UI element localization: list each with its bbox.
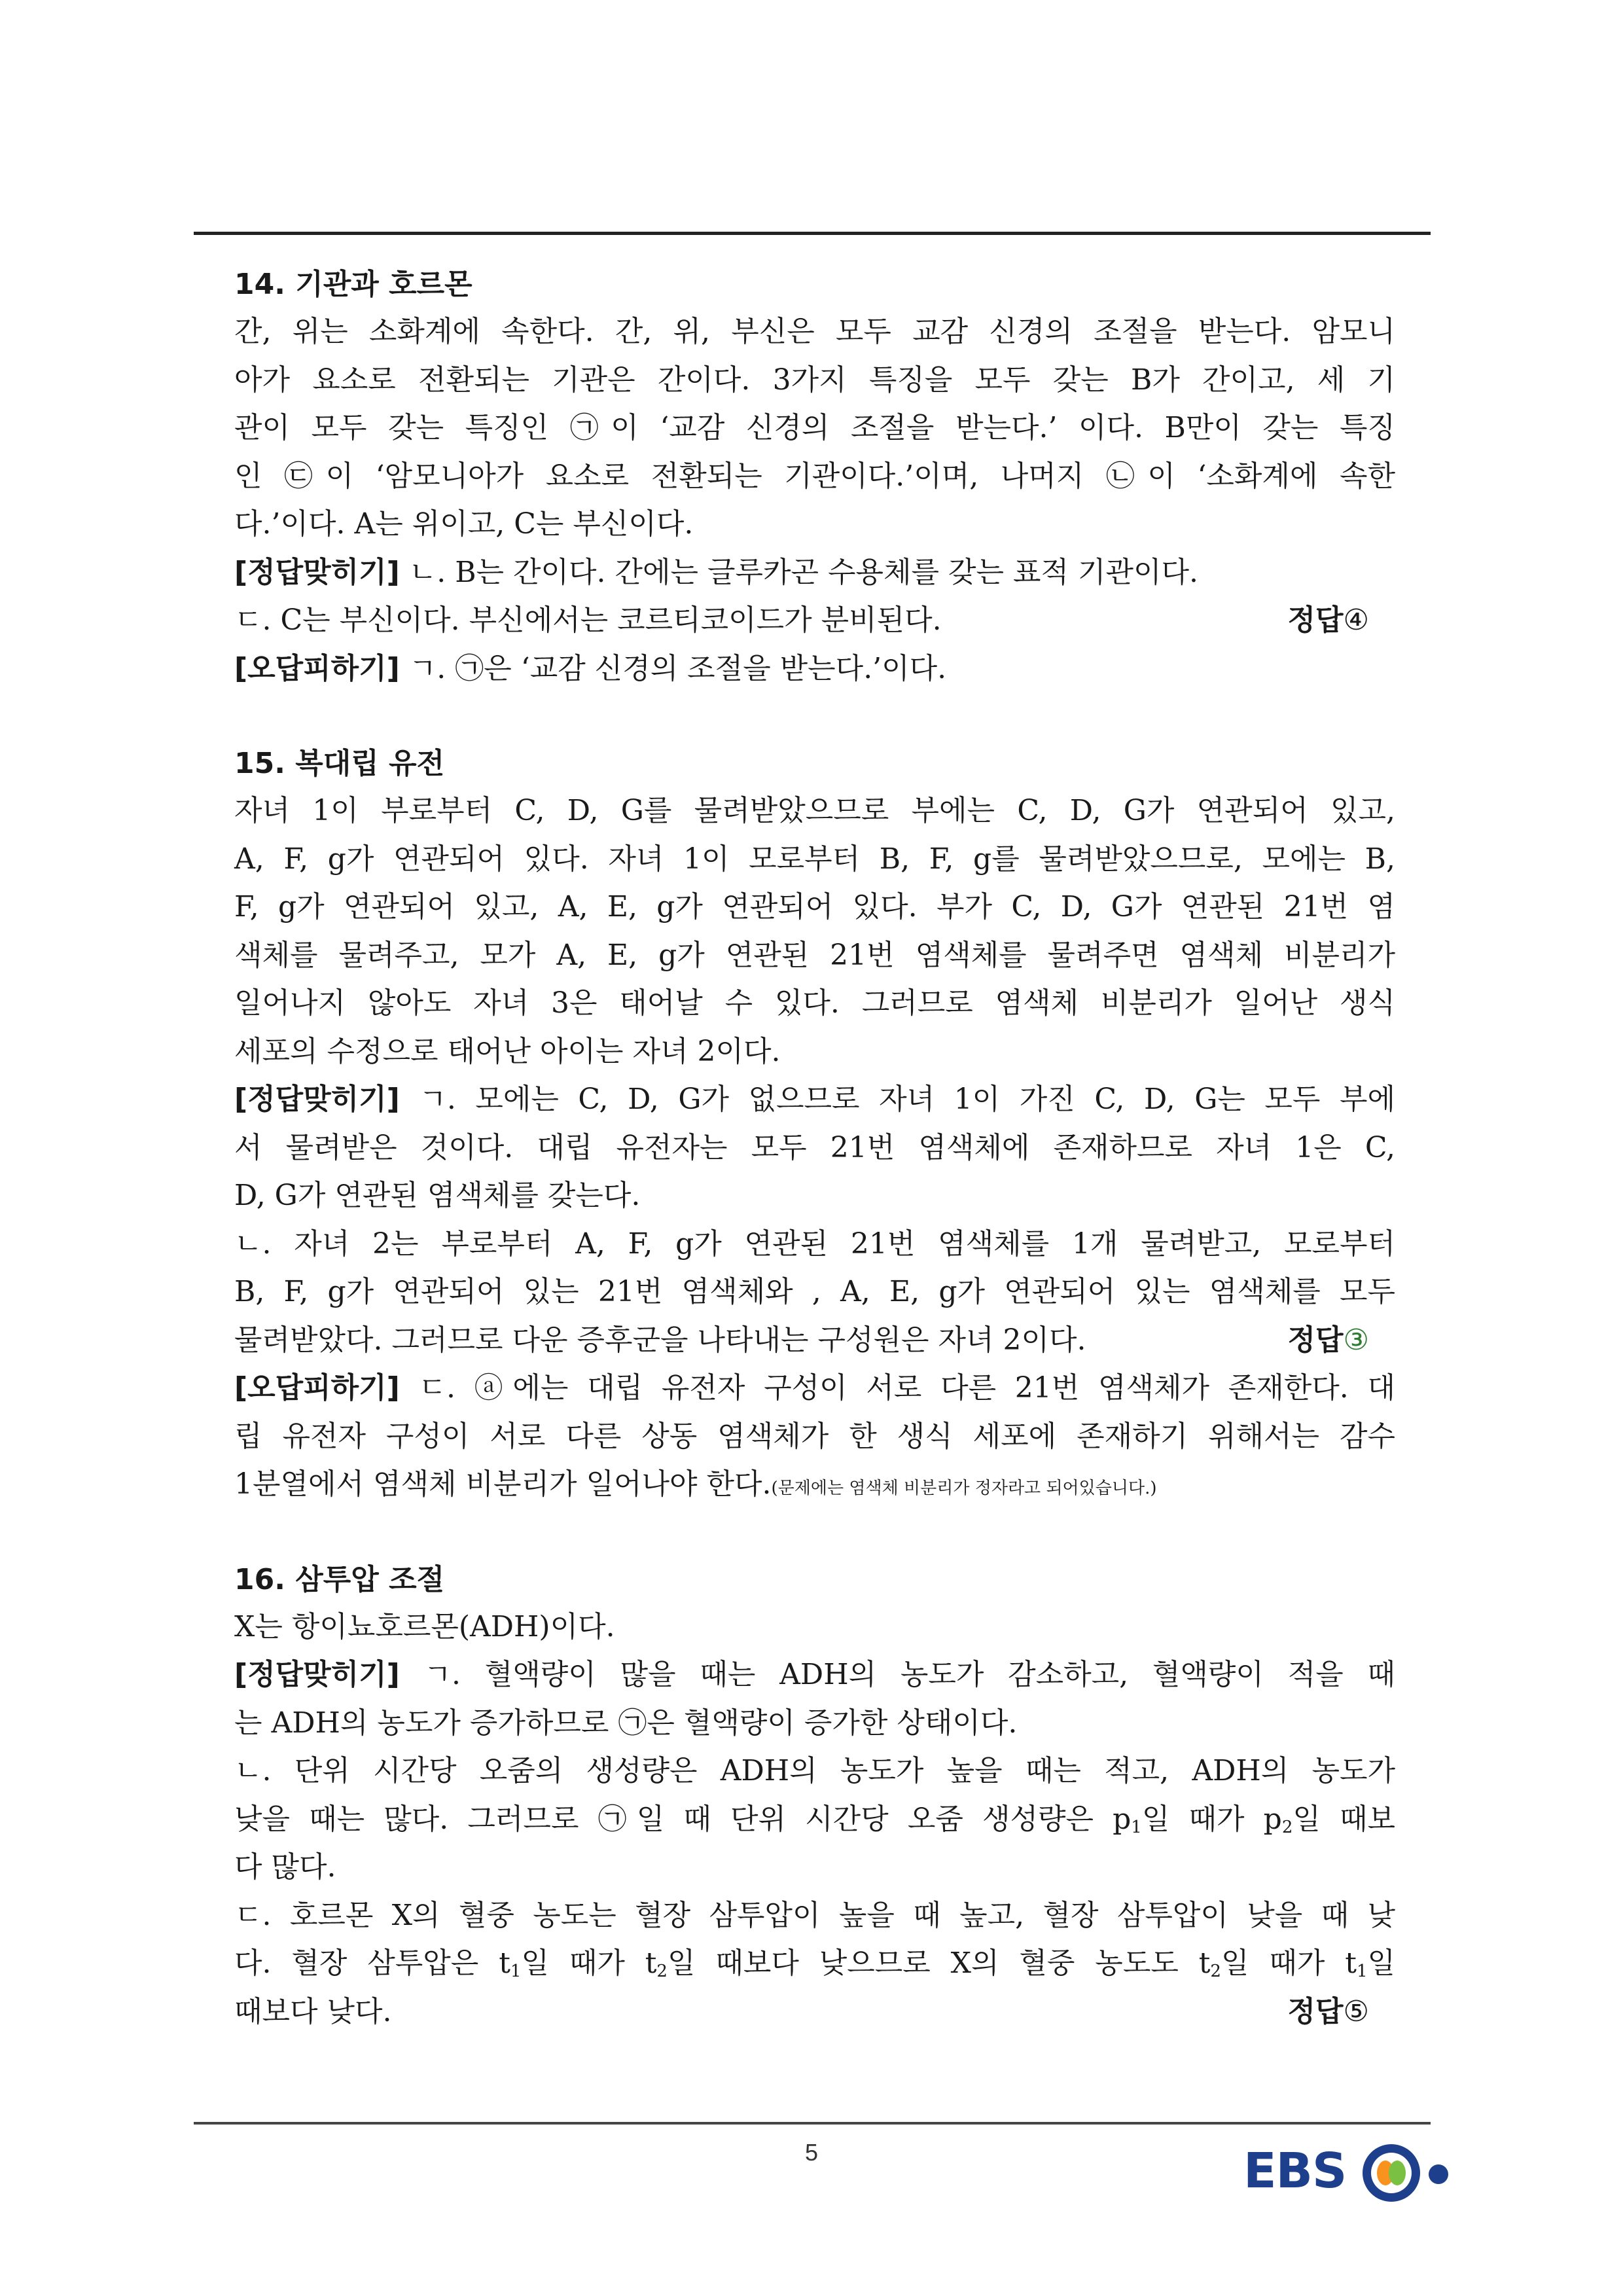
q14-text-line: 다.’이다. A는 위이고, C는 부신이다. — [234, 507, 694, 541]
q16-text-part: 일 때가 t — [521, 1946, 657, 1980]
q14-wrong-text: ㄱ. ㉠은 ‘교감 신경의 조절을 받는다.’이다. — [399, 651, 947, 685]
q16-text-part: 일 때가 t — [1221, 1946, 1357, 1980]
q16-answer-number: ⑤ — [1343, 1994, 1369, 2028]
ebs-logo — [1243, 2135, 1459, 2207]
footer-rule — [194, 2122, 1431, 2125]
question-14-title: 14. 기관과 호르몬 — [234, 268, 473, 301]
q16-intro: X는 항이뇨호르몬(ADH)이다. — [234, 1609, 615, 1643]
subscript: 2 — [1210, 1962, 1221, 1981]
question-16 — [234, 1557, 1395, 2036]
q16-text-part: 일 때보 — [1293, 1802, 1396, 1836]
q15-answer-number: ③ — [1343, 1323, 1369, 1357]
q14-wrong-line — [234, 645, 1395, 693]
q15-correct-line: D, G가 연관된 염색체를 갖는다. — [234, 1179, 641, 1212]
q16-text-part: 다. 혈장 삼투압은 t — [234, 1946, 510, 1980]
logo-text: EBS — [1243, 2143, 1347, 2199]
q15-correct-line: 서 물려받은 것이다. 대립 유전자는 모두 21번 염색체에 존재하므로 자녀 1은 C, — [234, 1130, 1395, 1164]
q15-wrong-text: 1분열에서 염색체 비분리가 일어나야 한다. — [234, 1467, 772, 1501]
q14-correct-line — [234, 548, 1395, 597]
q15-wrong-note: (문제에는 염색체 비분리가 정자라고 되어있습니다.) — [771, 1479, 1157, 1498]
q15-correct-line: ㄴ. 자녀 2는 부로부터 A, F, g가 연관된 21번 염색체를 1개 물려받고, 모로부터 — [234, 1227, 1395, 1261]
q16-correct-line: 다 많다. — [234, 1850, 336, 1884]
answer-label: 정답 — [1287, 603, 1344, 637]
q16-correct-line: 는 ADH의 농도가 증가하므로 ㉠은 혈액량이 증가한 상태이다. — [234, 1706, 1018, 1740]
ebs-logo-icon — [1359, 2140, 1457, 2206]
q15-text-line: 색체를 물려주고, 모가 A, E, g가 연관된 21번 염색체를 물려주면 염색체 비분리가 — [234, 938, 1395, 972]
q16-correct-line — [234, 1939, 1395, 1988]
q16-answer — [1288, 1988, 1395, 2036]
q15-wrong-line — [234, 1460, 1395, 1509]
q15-correct-line: B, F, g가 연관되어 있는 21번 염색체와 , A, E, g가 연관되어 있는 염색체를 모두 — [234, 1275, 1395, 1308]
q15-correct-line — [234, 1075, 1395, 1124]
header-rule — [194, 232, 1431, 235]
q16-correct-text: ㄱ. 혈액량이 많을 때는 ADH의 농도가 감소하고, 혈액량이 적을 때 — [399, 1658, 1395, 1691]
q16-text-part: 낮을 때는 많다. 그러므로 ㉠일 때 단위 시간당 오줌 생성량은 p — [234, 1802, 1132, 1836]
q16-text-part: 일 때가 p — [1141, 1802, 1282, 1836]
q16-text-part: 일 — [1367, 1946, 1395, 1980]
subscript: 1 — [1356, 1962, 1368, 1981]
q16-correct-text: 때보다 낮다. — [234, 1994, 392, 2028]
q15-correct-text: 물려받았다. 그러므로 다운 증후군을 나타내는 구성원은 자녀 2이다. — [234, 1323, 1086, 1357]
q15-text-line: F, g가 연관되어 있고, A, E, g가 연관되어 있다. 부가 C, D, G가 연관된 21번 염 — [234, 890, 1395, 924]
q14-text-line: 관이 모두 갖는 특징인 ㉠이 ‘교감 신경의 조절을 받는다.’ 이다. B만이 갖는 특징 — [234, 411, 1395, 444]
q15-answer — [1288, 1316, 1395, 1365]
answer-label: 정답 — [1287, 1994, 1344, 2028]
q15-wrong-text: ㄷ. ⓐ에는 대립 유전자 구성이 서로 다른 21번 염색체가 존재한다. 대 — [399, 1371, 1395, 1405]
q14-correct-text: ㄴ. B는 간이다. 간에는 글루카곤 수용체를 갖는 표적 기관이다. — [399, 555, 1199, 589]
q14-answer-number: ④ — [1343, 603, 1369, 637]
q16-text-part: 일 때보다 낮으므로 X의 혈중 농도도 t — [667, 1946, 1211, 1980]
question-16-title: 16. 삼투압 조절 — [234, 1562, 445, 1596]
q14-answer — [1288, 596, 1395, 645]
page-content — [234, 262, 1395, 2084]
q16-correct-line: ㄷ. 호르몬 X의 혈중 농도는 혈장 삼투압이 높을 때 높고, 혈장 삼투압이 낮을 때 낮 — [234, 1898, 1395, 1932]
q15-text-line: 일어나지 않아도 자녀 3은 태어날 수 있다. 그러므로 염색체 비분리가 일어난 생식 — [234, 986, 1395, 1020]
q14-text-line: 간, 위는 소화계에 속한다. 간, 위, 부신은 모두 교감 신경의 조절을 받는다. 암모니 — [234, 315, 1395, 348]
q15-text-line: A, F, g가 연관되어 있다. 자녀 1이 모로부터 B, F, g를 물려받았으므로, 모에는 B, — [234, 842, 1395, 876]
subscript: 1 — [1131, 1817, 1142, 1837]
q16-correct-line — [234, 1988, 1395, 2036]
q15-text-line: 자녀 1이 부로부터 C, D, G를 물려받았으므로 부에는 C, D, G가 연관되어 있고, — [234, 794, 1395, 827]
q15-wrong-line — [234, 1364, 1395, 1412]
correct-label: [정답맞히기] — [234, 1083, 400, 1116]
answer-label: 정답 — [1287, 1323, 1344, 1357]
q16-correct-line — [234, 1651, 1395, 1699]
wrong-label: [오답피하기] — [234, 1371, 400, 1405]
correct-label: [정답맞히기] — [234, 555, 400, 589]
question-14 — [234, 262, 1395, 692]
question-15-title: 15. 복대립 유전 — [234, 747, 445, 780]
q14-correct-text: ㄷ. C는 부신이다. 부신에서는 코르티코이드가 분비된다. — [234, 603, 942, 637]
q15-correct-line — [234, 1316, 1395, 1365]
question-15 — [234, 741, 1395, 1509]
q14-text-line: 아가 요소로 전환되는 기관은 간이다. 3가지 특징을 모두 갖는 B가 간이고, 세 기 — [234, 363, 1395, 397]
q15-text-line: 세포의 수정으로 태어난 아이는 자녀 2이다. — [234, 1034, 781, 1068]
q14-text-line: 인 ㉢이 ‘암모니아가 요소로 전환되는 기관이다.’이며, 나머지 ㉡이 ‘소화계에 속한 — [234, 459, 1395, 493]
correct-label: [정답맞히기] — [234, 1658, 400, 1691]
subscript: 1 — [510, 1962, 522, 1981]
page-number: 5 — [804, 2139, 819, 2166]
subscript: 2 — [1281, 1817, 1293, 1837]
wrong-label: [오답피하기] — [234, 651, 400, 685]
subscript: 2 — [656, 1962, 668, 1981]
q15-wrong-line: 립 유전자 구성이 서로 다른 상동 염색체가 한 생식 세포에 존재하기 위해서는 감수 — [234, 1419, 1395, 1453]
q16-correct-line — [234, 1795, 1395, 1844]
q16-correct-line: ㄴ. 단위 시간당 오줌의 생성량은 ADH의 농도가 높을 때는 적고, ADH의 농도가 — [234, 1754, 1395, 1787]
q15-correct-text: ㄱ. 모에는 C, D, G가 없으므로 자녀 1이 가진 C, D, G는 모두 부에 — [399, 1083, 1395, 1116]
q14-correct-line — [234, 596, 1395, 645]
